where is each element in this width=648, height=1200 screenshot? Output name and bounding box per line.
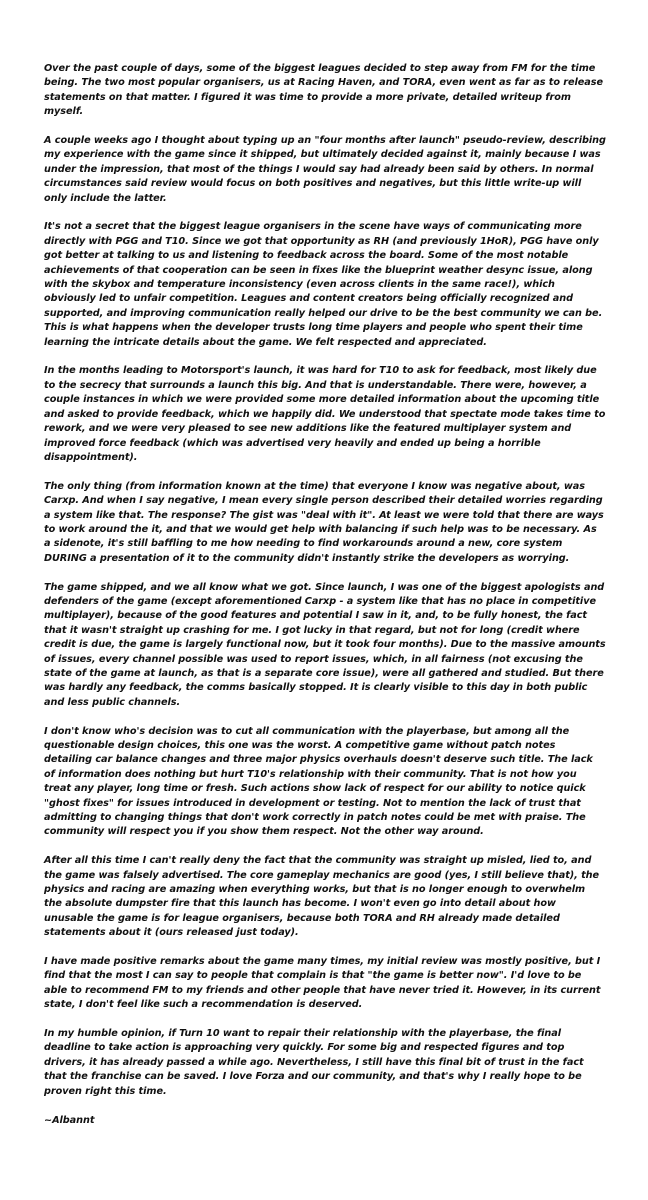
signature: ~Albannt	[44, 1114, 95, 1126]
paragraph-communication: It's not a secret that the biggest league organisers in the scene have ways of communicating more directly with PGG and T10. Since we got that opportunity as RH (and previously 1HoR), PGG have only got better at talking to us and listening to feedback across the board. Some of the most notable achievements of that cooperation can be seen in fixes like the blueprint weather desync issue, along with the skybox and temperature inconsistency (even across clients in the same race!), which obviously led to unfair competition. Leagues and content creators being officially recognized and supported, and improving communication really helped our drive to be the best community we can be. This is what happens when the developer trusts long time players and people who spent their time learning the intricate details about the game. We felt respected and appreciated.	[44, 221, 603, 348]
paragraph-misled: After all this time I can't really deny the fact that the community was straight up misled, lied to, and the game was falsely advertised. The core gameplay mechanics are good (yes, I still believe that), the physics and racing are amazing when everything works, but that is no longer enough to overwhelm the absolute dumpster fire that this launch has become. I won't even go into detail about how unusable the game is for league organisers, because both TORA and RH already made detailed statements about it (ours released just today).	[44, 855, 600, 939]
paragraph-intro: Over the past couple of days, some of the biggest leagues decided to step away from FM for the time being. The two most popular organisers, us at Racing Haven, and TORA, even went as far as to release statements on that matter. I figured it was time to provide a more private, detailed writeup from myself.	[44, 63, 604, 118]
paragraph-recommendation: I have made positive remarks about the game many times, my initial review was mostly positive, but I find that the most I can say to people that complain is that "the game is better now". I'd love to be able to recommend FM to my friends and other people that have never tried it. However, in its current state, I don't feel like such a recommendation is deserved.	[44, 956, 601, 1011]
paragraph-launch: The game shipped, and we all know what we got. Since launch, I was one of the biggest apologists and defenders of the game (except aforementioned Carxp - a system like that has no place in competitive multiplayer), because of the good features and potential I saw in it, and, to be fully honest, the fact that it wasn't straight up crashing for me. I got lucky in that regard, but not for long (credit where credit is due, the game is largely functional now, but it took four months). Due to the massive amounts of issues, every channel possible was used to report issues, which, in all fairness (not excusing the state of the game at launch, as that is a separate core issue), were all gathered and studied. But there was hardly any feedback, the comms basically stopped. It is clearly visible to this day in both public and less public channels.	[44, 581, 606, 708]
paragraph-carxp: The only thing (from information known at the time) that everyone I know was negative about, was Carxp. And when I say negative, I mean every single person described their detailed worries regarding a system like that. The response? The gist was "deal with it". At least we were told that there are ways to work around the it, and that we would get help with balancing if such help was to be necessary. As a sidenote, it's still baffling to me how needing to find workarounds around a new, core system DURING a presentation of it to the community didn't instantly strike the developers as worrying.	[44, 480, 604, 564]
paragraph-no-communication: I don't know who's decision was to cut all communication with the playerbase, but among all the questionable design choices, this one was the worst. A competitive game without patch notes detailing car balance changes and three major physics overhauls doesn't deserve such title. The lack of information does nothing but hurt T10's relationship with their community. That is not how you treat any player, long time or fresh. Such actions show lack of respect for our ability to notice quick "ghost fixes" for issues introduced in development or testing. Not to mention the lack of trust that admitting to changing things that don't work correctly in patch notes could be met with praise. The community will respect you if you show them respect. Not the other way around.	[44, 725, 593, 838]
paragraph-conclusion: In my humble opinion, if Turn 10 want to repair their relationship with the playerbase, the final deadline to take action is approaching very quickly. For some big and respected figures and top drivers, it has already passed a while ago. Nevertheless, I still have this final bit of trust in the fact that the franchise can be saved. I love Forza and our community, and that's why I really hope to be proven right this time.	[44, 1028, 584, 1097]
document-body	[44, 62, 606, 1128]
paragraph-prelaunch: In the months leading to Motorsport's launch, it was hard for T10 to ask for feedback, most likely due to the secrecy that surrounds a launch this big. And that is understandable. There were, however, a couple instances in which we were provided some more detailed information about the upcoming title and asked to provide feedback, which we happily did. We understood that spectate mode takes time to rework, and we were very pleased to see new additions like the featured multiplayer system and improved force feedback (which was advertised very heavily and ended up being a horrible disappointment).	[44, 365, 606, 463]
paragraph-review-idea: A couple weeks ago I thought about typing up an "four months after launch" pseudo-review, describing my experience with the game since it shipped, but ultimately decided against it, mainly because I was under the impression, that most of the things I would say had already been said by others. In normal circumstances said review would focus on both positives and negatives, but this little write-up will only include the latter.	[44, 135, 606, 204]
